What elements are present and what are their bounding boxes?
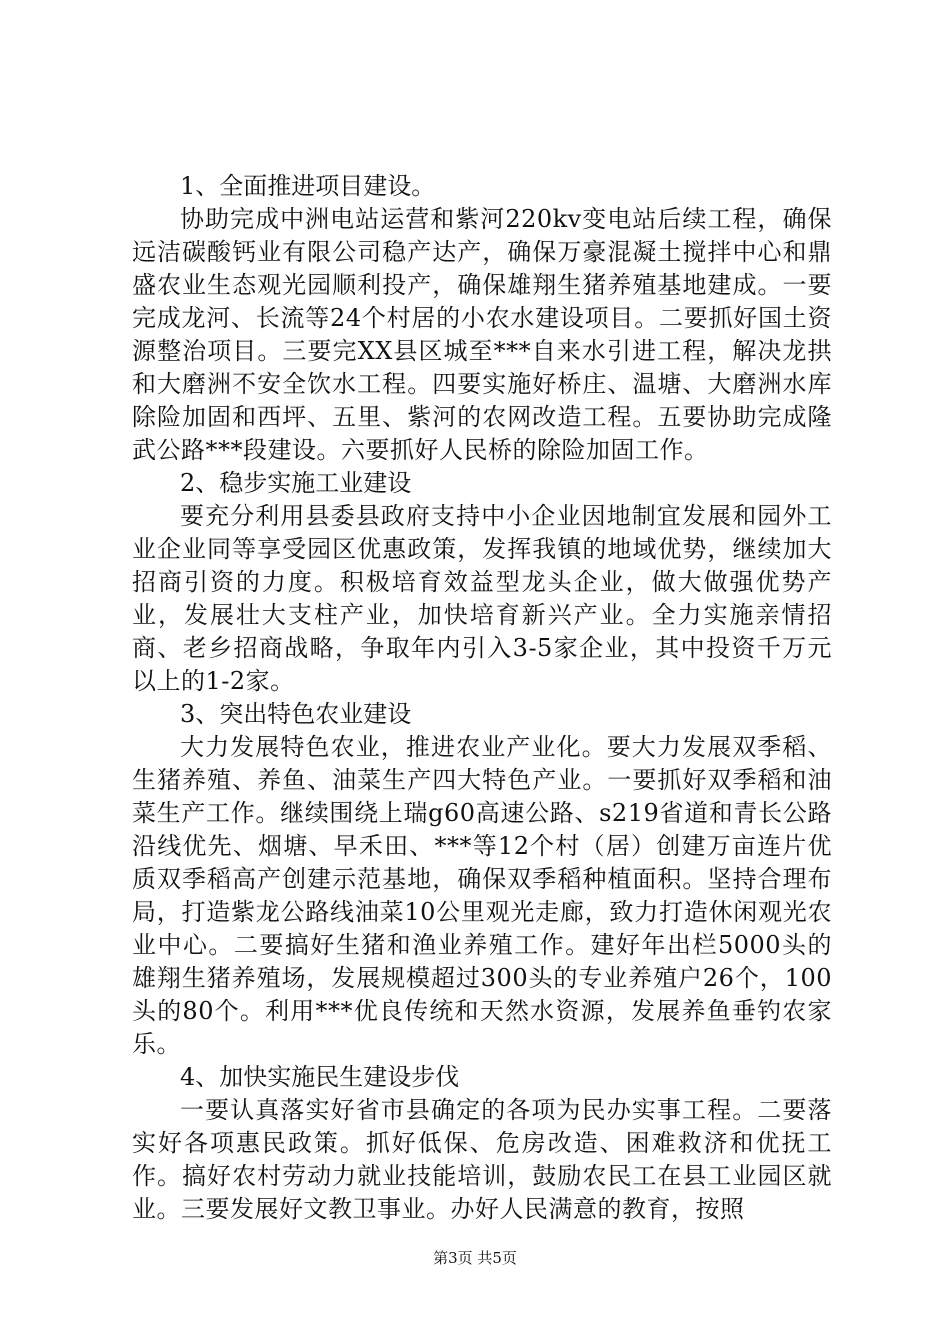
page-number-footer: 第3页 共5页 bbox=[433, 1249, 517, 1267]
section-heading-4: 4、加快实施民生建设步伐 bbox=[180, 1063, 460, 1091]
section-paragraph-3: 大力发展特色农业，推进农业产业化。要大力发展双季稻、生猪养殖、养鱼、油菜生产四大特色产业。一要抓好双季稻和油菜生产工作。继续围绕上瑞g60高速公路、s219省道和青长公路沿线优先、烟塘、早禾田、***等12个村（居）创建万亩连片优质双季稻高产创建示范基地，确保双季稻种植面积。坚持合理布局，打造紫龙公路线油菜10公里观光走廊，致力打造休闲观光农业中心。二要搞好生猪和渔业养殖工作。建好年出栏5000头的雄翔生猪养殖场，发展规模超过300头的专业养殖户26个，100头的80个。利用***优良传统和天然水资源，发展养鱼垂钓农家乐。 bbox=[132, 733, 832, 1058]
document-body bbox=[132, 170, 832, 1226]
section-heading-1: 1、全面推进项目建设。 bbox=[180, 172, 436, 200]
section-paragraph-4: 一要认真落实好省市县确定的各项为民办实事工程。二要落实好各项惠民政策。抓好低保、危房改造、困难救济和优抚工作。搞好农村劳动力就业技能培训，鼓励农民工在县工业园区就业。三要发展好文教卫事业。办好人民满意的教育，按照 bbox=[132, 1096, 832, 1223]
section-paragraph-1: 协助完成中洲电站运营和紫河220kv变电站后续工程，确保远洁碳酸钙业有限公司稳产达产，确保万豪混凝土搅拌中心和鼎盛农业生态观光园顺利投产，确保雄翔生猪养殖基地建成。一要完成龙河、长流等24个村居的小农水建设项目。二要抓好国土资源整治项目。三要完XX县区城至***自来水引进工程，解决龙拱和大磨洲不安全饮水工程。四要实施好桥庄、温塘、大磨洲水库除险加固和西坪、五里、紫河的农网改造工程。五要协助完成隆武公路***段建设。六要抓好人民桥的除险加固工作。 bbox=[132, 205, 832, 464]
section-heading-3: 3、突出特色农业建设 bbox=[180, 700, 412, 728]
section-heading-2: 2、稳步实施工业建设 bbox=[180, 469, 412, 497]
section-paragraph-2: 要充分利用县委县政府支持中小企业因地制宜发展和园外工业企业同等享受园区优惠政策，发挥我镇的地域优势，继续加大招商引资的力度。积极培育效益型龙头企业，做大做强优势产业，发展壮大支柱产业，加快培育新兴产业。全力实施亲情招商、老乡招商战略，争取年内引入3-5家企业，其中投资千万元以上的1-2家。 bbox=[132, 502, 832, 695]
